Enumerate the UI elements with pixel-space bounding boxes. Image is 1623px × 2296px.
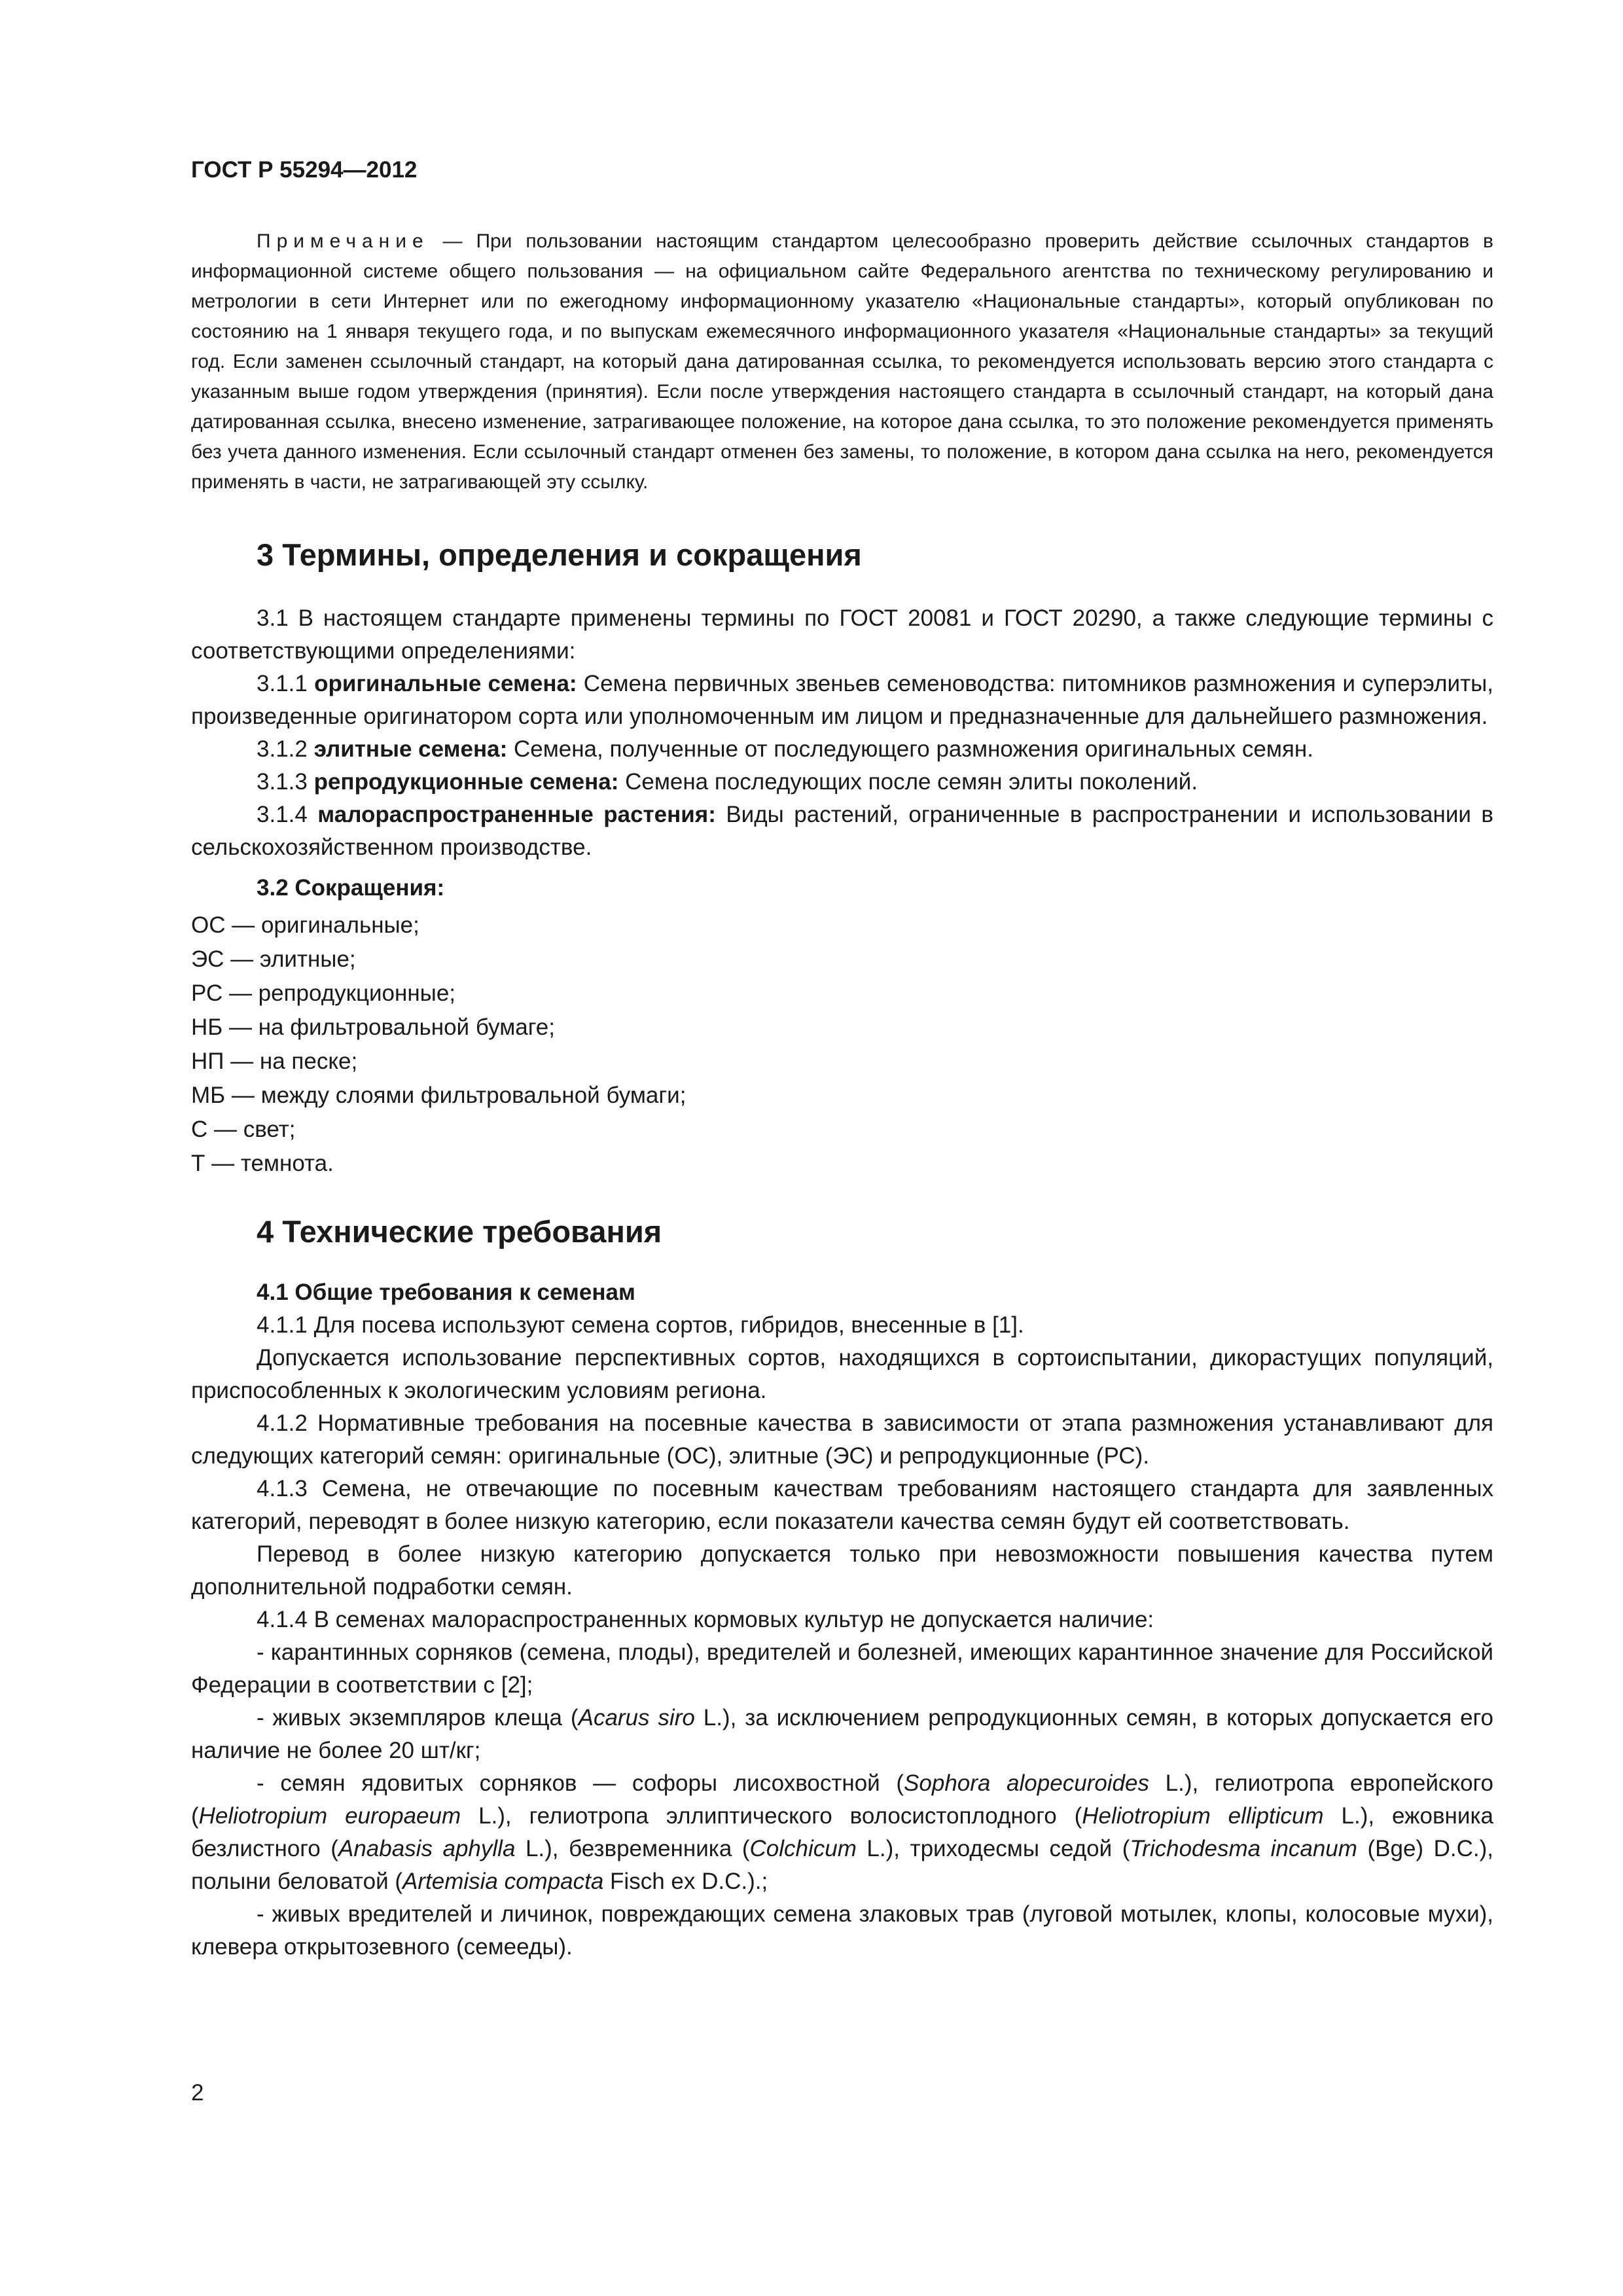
bullet-text: L.), ежовника безлистного ( <box>191 1803 1493 1861</box>
abbreviation-item: МБ — между слоями фильтровальной бумаги; <box>191 1083 687 1108</box>
note-paragraph <box>191 226 1493 497</box>
bullet-text: L.), триходесмы седой ( <box>856 1836 1130 1861</box>
section-4-title: 4 Технические требования <box>257 1214 662 1249</box>
paragraph-4-1-1: 4.1.1 Для посева используют семена сортов, гибридов, внесенные в [1]. <box>257 1312 1024 1338</box>
bullet-text: Fisch ex D.C.).; <box>603 1869 768 1894</box>
bullet-text: L.), безвременника ( <box>515 1836 750 1861</box>
bullet-mites <box>191 1702 1493 1767</box>
bullet-text: (Bge) D.C.), полыни беловатой ( <box>191 1836 1493 1894</box>
note-label: Примечание <box>257 230 429 252</box>
document-id-header: ГОСТ Р 55294—2012 <box>191 157 418 183</box>
abbreviation-item: РС — репродукционные; <box>191 980 456 1006</box>
paragraph-4-1-2: 4.1.2 Нормативные требования на посевные качества в зависимости от этапа размножения устанавливают для следующих категорий семян: оригинальные (ОС), элитные (ЭС) и репродукционные (РС). <box>191 1410 1493 1469</box>
term-definition: Семена первичных звеньев семеноводства: питомников размножения и суперэлиты, произведенные оригинатором сорта или уполномоченным им лицом и предназначенные для дальнейшего размножения. <box>191 671 1493 729</box>
term-definition: Семена, полученные от последующего размножения оригинальных семян. <box>507 736 1313 762</box>
paragraph-4-1-3: 4.1.3 Семена, не отвечающие по посевным качествам требованиям настоящего стандарта для заявленных категорий, переводят в более низкую категорию, если показатели качества семян будут ей соответствовать. <box>191 1476 1493 1534</box>
term-3-1-1 <box>191 668 1493 733</box>
latin-name: Heliotropium ellipticum <box>1082 1803 1324 1829</box>
bullet-text: L.), гелиотропа эллиптического волосистоплодного ( <box>461 1803 1082 1829</box>
bullet-text: L.), гелиотропа европейского ( <box>191 1770 1494 1829</box>
abbreviation-item: С — свет; <box>191 1117 296 1142</box>
note-dash: — <box>429 230 476 252</box>
abbreviation-item: НП — на песке; <box>191 1049 358 1074</box>
latin-name: Colchicum <box>749 1836 857 1861</box>
term-definition: Семена последующих после семян элиты поколений. <box>618 769 1198 795</box>
term-name: элитные семена: <box>313 736 508 762</box>
page-number: 2 <box>191 2080 204 2106</box>
term-3-1-3 <box>191 766 1493 798</box>
document-page <box>191 157 1493 1964</box>
term-name: малораспространенные растения: <box>317 802 716 827</box>
latin-name: Acarus siro <box>578 1705 695 1731</box>
term-definition: Виды растений, ограниченные в распространении и использовании в сельскохозяйственном производстве. <box>191 802 1493 860</box>
section-3-title: 3 Термины, определения и сокращения <box>257 537 862 572</box>
term-number: 3.1.1 <box>257 671 315 696</box>
latin-name: Anabasis aphylla <box>338 1836 516 1861</box>
paragraph-4-1-1-continued: Допускается использование перспективных сортов, находящихся в сортоиспытании, дикорастущих популяций, приспособленных к экологическим условиям региона. <box>191 1345 1493 1403</box>
bullet-text: - живых экземпляров клеща ( <box>257 1705 579 1731</box>
abbreviation-item: ЭС — элитные; <box>191 946 356 972</box>
bullet-text: - семян ядовитых сорняков — софоры лисохвостной ( <box>257 1770 904 1796</box>
abbreviations-title: 3.2 Сокращения: <box>257 875 445 901</box>
latin-name: Artemisia compacta <box>402 1869 604 1894</box>
paragraph-4-1-3-continued: Перевод в более низкую категорию допускается только при невозможности повышения качества путем дополнительной подработки семян. <box>191 1541 1493 1600</box>
abbreviation-item: ОС — оригинальные; <box>191 912 419 938</box>
paragraph-4-1-4: 4.1.4 В семенах малораспространенных кормовых культур не допускается наличие: <box>257 1607 1154 1632</box>
term-number: 3.1.4 <box>257 802 318 827</box>
term-name: репродукционные семена: <box>313 769 619 795</box>
latin-name: Trichodesma incanum <box>1130 1836 1357 1861</box>
bullet-text: L.), за исключением репродукционных семян, в которых допускается его наличие не более 20 шт/кг; <box>191 1705 1494 1763</box>
bullet-quarantine-weeds: - карантинных сорняков (семена, плоды), вредителей и болезней, имеющих карантинное значение для Российской Федерации в соответствии с [2]; <box>191 1640 1493 1698</box>
term-name: оригинальные семена: <box>314 671 577 696</box>
abbreviation-item: НБ — на фильтровальной бумаге; <box>191 1014 555 1040</box>
latin-name: Sophora alopecuroides <box>904 1770 1149 1796</box>
bullet-poisonous-weeds <box>191 1767 1493 1898</box>
paragraph-3-1: 3.1 В настоящем стандарте применены термины по ГОСТ 20081 и ГОСТ 20290, а также следующие термины с соответствующими определениями: <box>191 605 1493 664</box>
subsection-4-1-title: 4.1 Общие требования к семенам <box>257 1280 635 1305</box>
term-number: 3.1.3 <box>257 769 314 795</box>
term-3-1-2 <box>191 733 1493 766</box>
abbreviations-list <box>191 908 1493 1181</box>
term-3-1-4 <box>191 798 1493 864</box>
bullet-pests: - живых вредителей и личинок, повреждающих семена злаковых трав (луговой мотылек, клопы, колосовые мухи), клевера открытозевного (семееды). <box>191 1901 1493 1960</box>
term-number: 3.1.2 <box>257 736 314 762</box>
note-text: При пользовании настоящим стандартом целесообразно проверить действие ссылочных стандартов в информационной системе общего пользования — на официальном сайте Федерального агентства по техническому регулированию и метрологии в сети Интернет или по ежегодному информационному указателю «Национальные стандарты», который опубликован по состоянию на 1 января текущего года, и по выпускам ежемесячного информационного указателя «Национальные стандарты» за текущий год. Если заменен ссылочный стандарт, на который дана датированная ссылка, то рекомендуется использовать версию этого стандарта с указанным выше годом утверждения (принятия). Если после утверждения настоящего стандарта в ссылочный стандарт, на который дана датированная ссылка, внесено изменение, затрагивающее положение, на которое дана ссылка, то это положение рекомендуется применять без учета данного изменения. Если ссылочный стандарт отменен без замены, то положение, в котором дана ссылка на него, рекомендуется применять в части, не затрагивающей эту ссылку. <box>191 230 1493 493</box>
latin-name: Heliotropium europaeum <box>198 1803 461 1829</box>
abbreviation-item: Т — темнота. <box>191 1151 334 1176</box>
